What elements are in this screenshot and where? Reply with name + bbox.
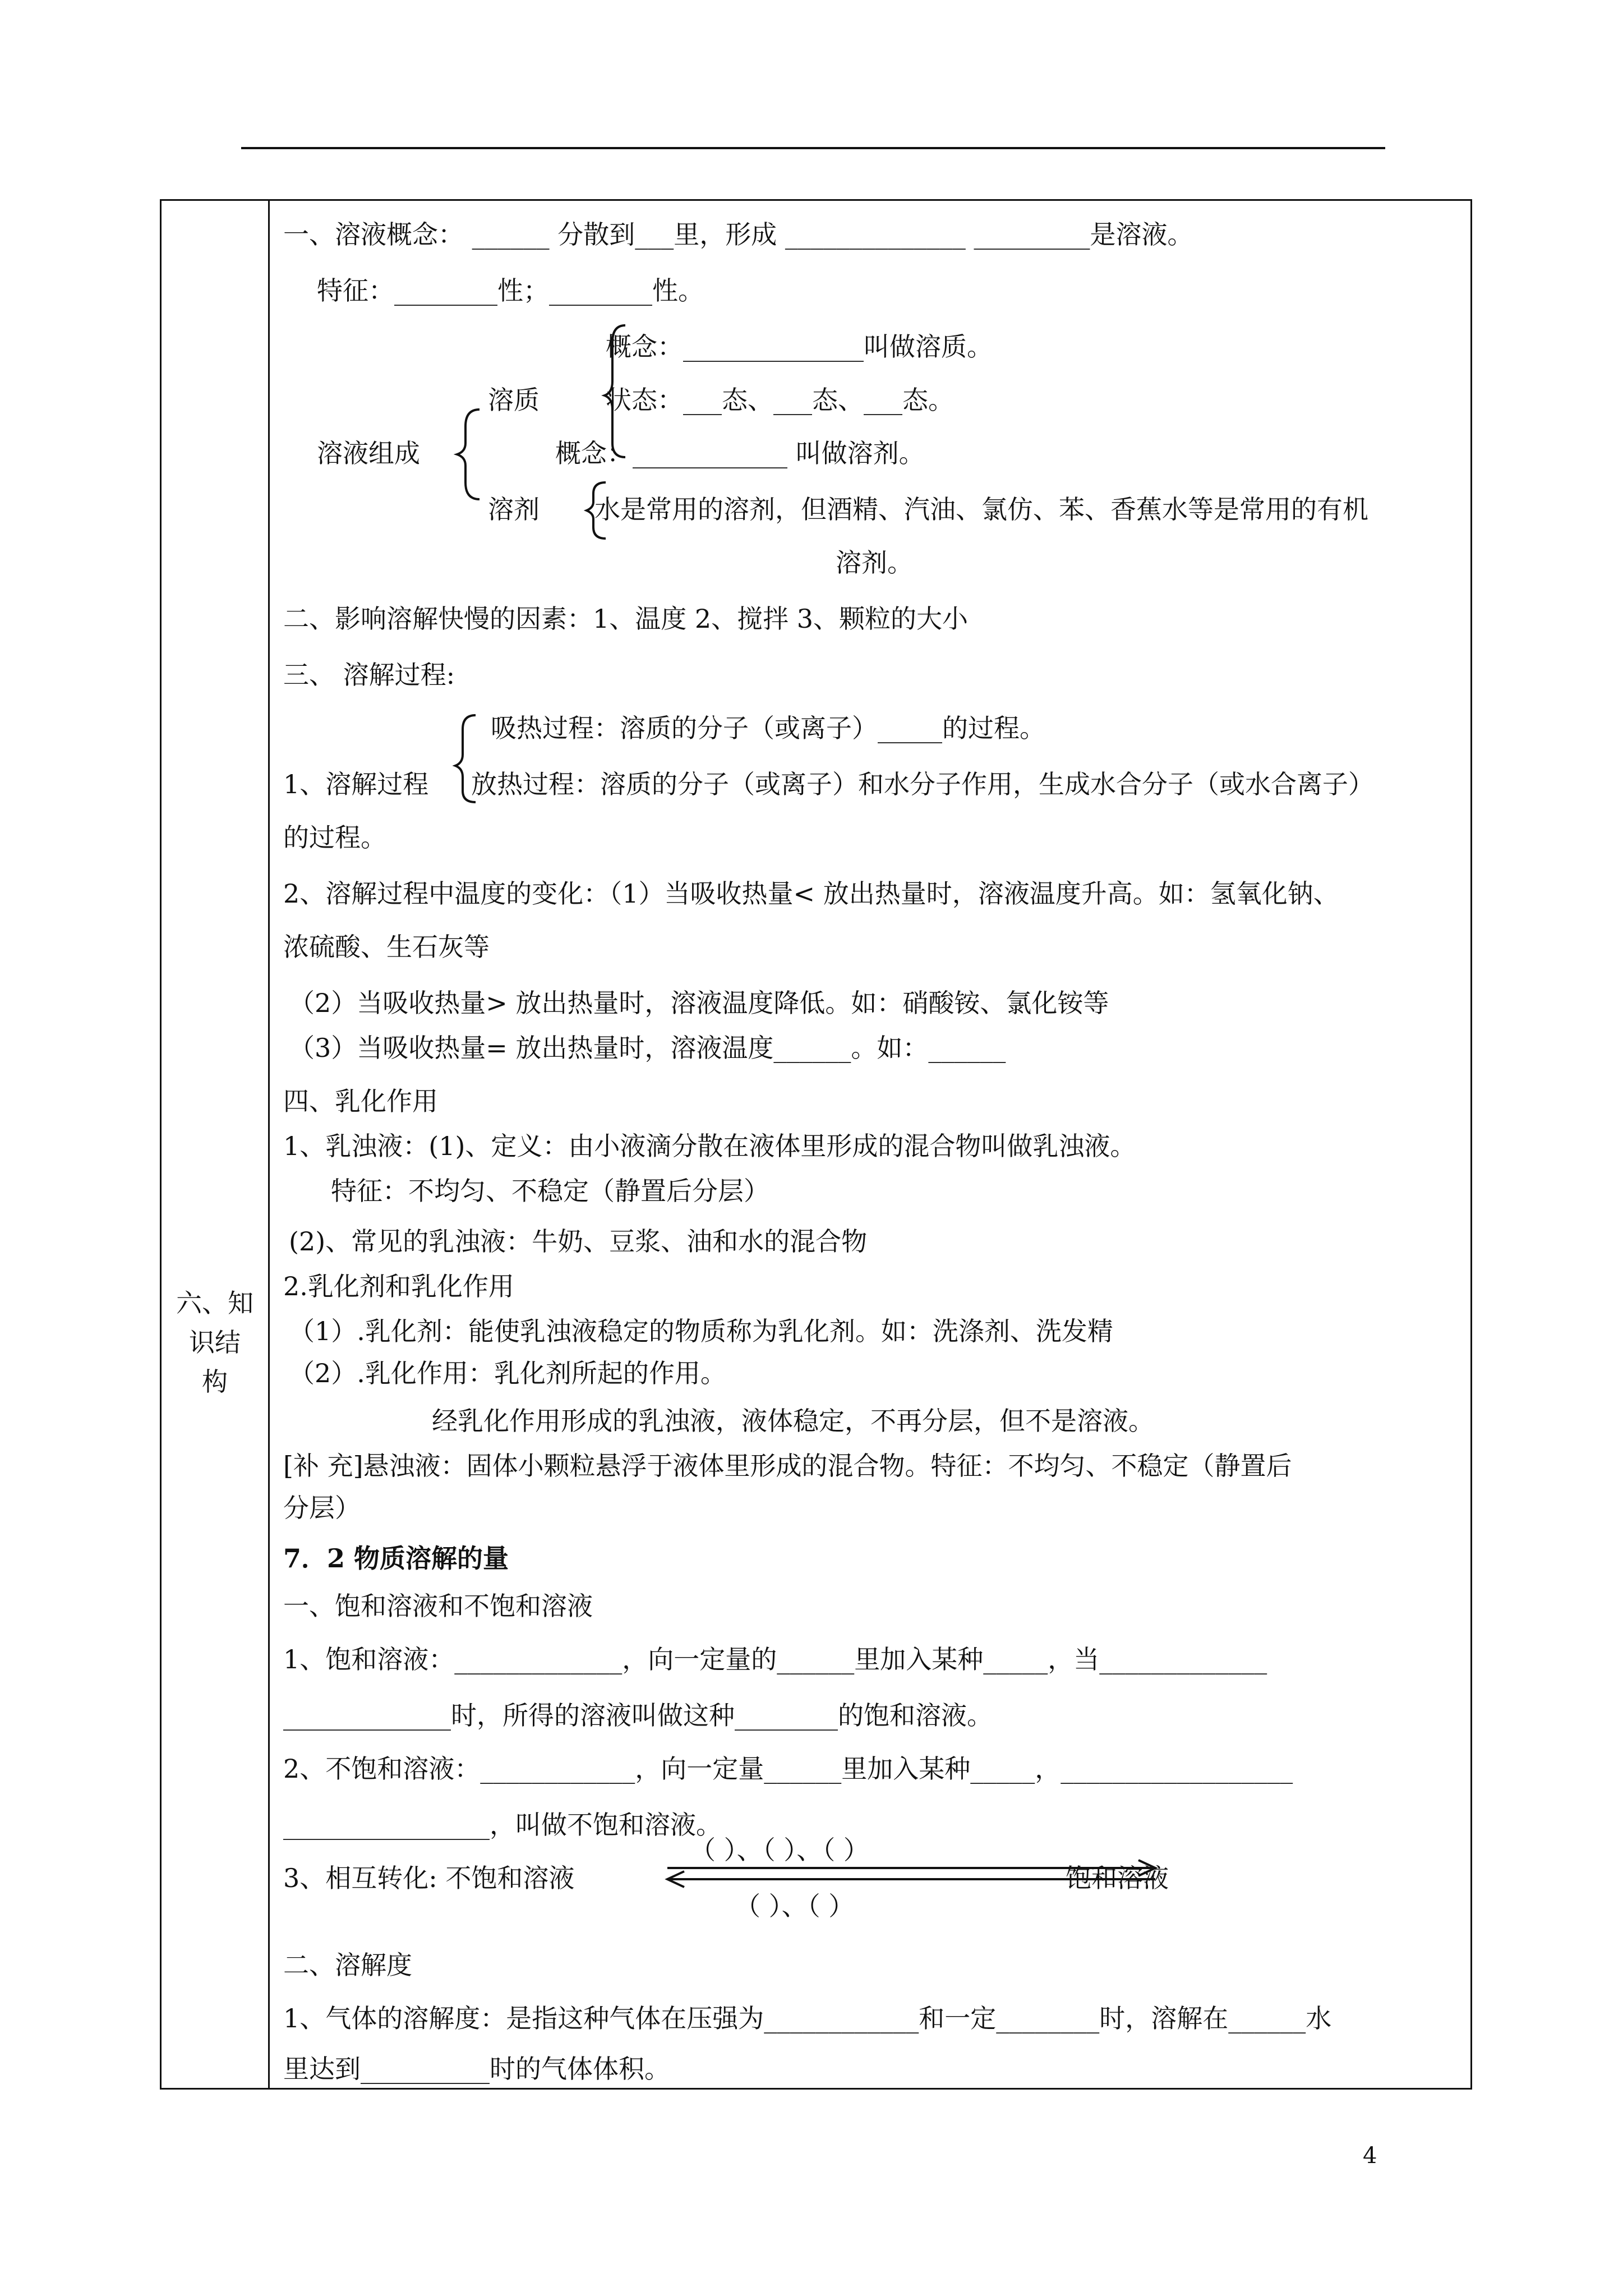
text-line: 分层）	[283, 1493, 361, 1523]
text-line: 特征：不均匀、不稳定（静置后分层）	[331, 1176, 769, 1206]
text-line: 2、溶解过程中温度的变化：（1）当吸收热量< 放出热量时，溶液温度升高。如：氢氧化钠、	[283, 878, 1339, 909]
text-line: 1、溶解过程	[283, 769, 429, 799]
text-line: （2）当吸收热量> 放出热量时，溶液温度降低。如：硝酸铵、氯化铵等	[289, 988, 1109, 1018]
text-line: 经乳化作用形成的乳浊液，液体稳定，不再分层，但不是溶液。	[432, 1406, 1154, 1436]
text-line: （2）.乳化作用：乳化剂所起的作用。	[289, 1358, 726, 1388]
text-line: _____________时，所得的溶液叫做这种________的饱和溶液。	[283, 1700, 993, 1731]
text-line: 二、影响溶解快慢的因素：1、温度 2、搅拌 3、颗粒的大小	[283, 604, 969, 634]
text-line: 概念：______________叫做溶质。	[606, 332, 993, 362]
text-line: 2.乳化剂和乳化作用	[283, 1271, 514, 1301]
text-line: [补 充]悬浊液：固体小颗粒悬浮于液体里形成的混合物。特征：不均匀、不稳定（静置后	[283, 1451, 1292, 1481]
text-line: 吸热过程：溶质的分子（或离子）_____的过程。	[491, 713, 1045, 743]
text-line: 三、 溶解过程:	[283, 660, 455, 690]
section-heading: 7．2 物质溶解的量	[283, 1543, 509, 1573]
text-line: 里达到__________时的气体体积。	[283, 2054, 670, 2084]
text-line: 状态：___态、___态、___态。	[606, 385, 954, 415]
text-line: 1、乳浊液：(1)、定义：由小液滴分散在液体里形成的混合物叫做乳浊液。	[283, 1131, 1136, 1161]
text-line: 浓硫酸、生石灰等	[283, 932, 490, 962]
text-line: 的过程。	[283, 822, 386, 853]
text-line: (2)、常见的乳浊液：牛奶、豆浆、油和水的混合物	[289, 1226, 868, 1257]
text-line: 二、溶解度	[283, 1950, 412, 1980]
side-label-line: 六、知	[176, 1288, 253, 1318]
text-line: （3）当吸收热量= 放出热量时，溶液温度______。如：______	[289, 1033, 1006, 1063]
text-line: 1、气体的溶解度：是指这种气体在压强为____________和一定________时，溶解在______水	[283, 2003, 1332, 2033]
text-line: ________________，叫做不饱和溶液。	[283, 1810, 722, 1840]
side-label-line: 构	[202, 1366, 228, 1397]
text-line: 特征：________性；________性。	[317, 275, 704, 306]
page-number: 4	[1363, 2143, 1377, 2169]
text-line: （1）.乳化剂：能使乳浊液稳定的物质称为乳化剂。如：洗涤剂、洗发精	[289, 1316, 1113, 1346]
text-line: 溶剂	[488, 494, 540, 524]
text-line: （ ）、（ ）	[735, 1891, 855, 1921]
text-line: 溶液组成	[317, 438, 420, 468]
text-line: （ ）、（ ）、（ ）	[690, 1835, 869, 1865]
text-line: 放热过程：溶质的分子（或离子）和水分子作用，生成水合分子（或水合离子）	[471, 769, 1374, 799]
text-line: 一、饱和溶液和不饱和溶液	[283, 1591, 593, 1621]
text-line: 一、溶液概念： ______ 分散到___里，形成 ______________ _________是溶液。	[283, 219, 1193, 250]
text-line: 水是常用的溶剂，但酒精、汽油、氯仿、苯、香蕉水等是常用的有机	[594, 494, 1368, 524]
text-line: 饱和溶液	[1066, 1863, 1169, 1893]
composition-brace	[457, 409, 479, 499]
side-label-line: 识结	[189, 1327, 241, 1358]
text-line: 1、饱和溶液：_____________，向一定量的______里加入某种_____，当_____________	[283, 1644, 1267, 1674]
text-line: 溶质	[488, 385, 540, 415]
text-line: 四、乳化作用	[283, 1086, 438, 1116]
text-line: 概念：____________ 叫做溶剂。	[555, 438, 925, 468]
text-line: 2、不饱和溶液：____________，向一定量______里加入某种_____，__________________	[283, 1754, 1293, 1784]
text-line: 溶剂。	[836, 547, 913, 578]
text-line: 3、相互转化: 不饱和溶液	[283, 1863, 575, 1893]
